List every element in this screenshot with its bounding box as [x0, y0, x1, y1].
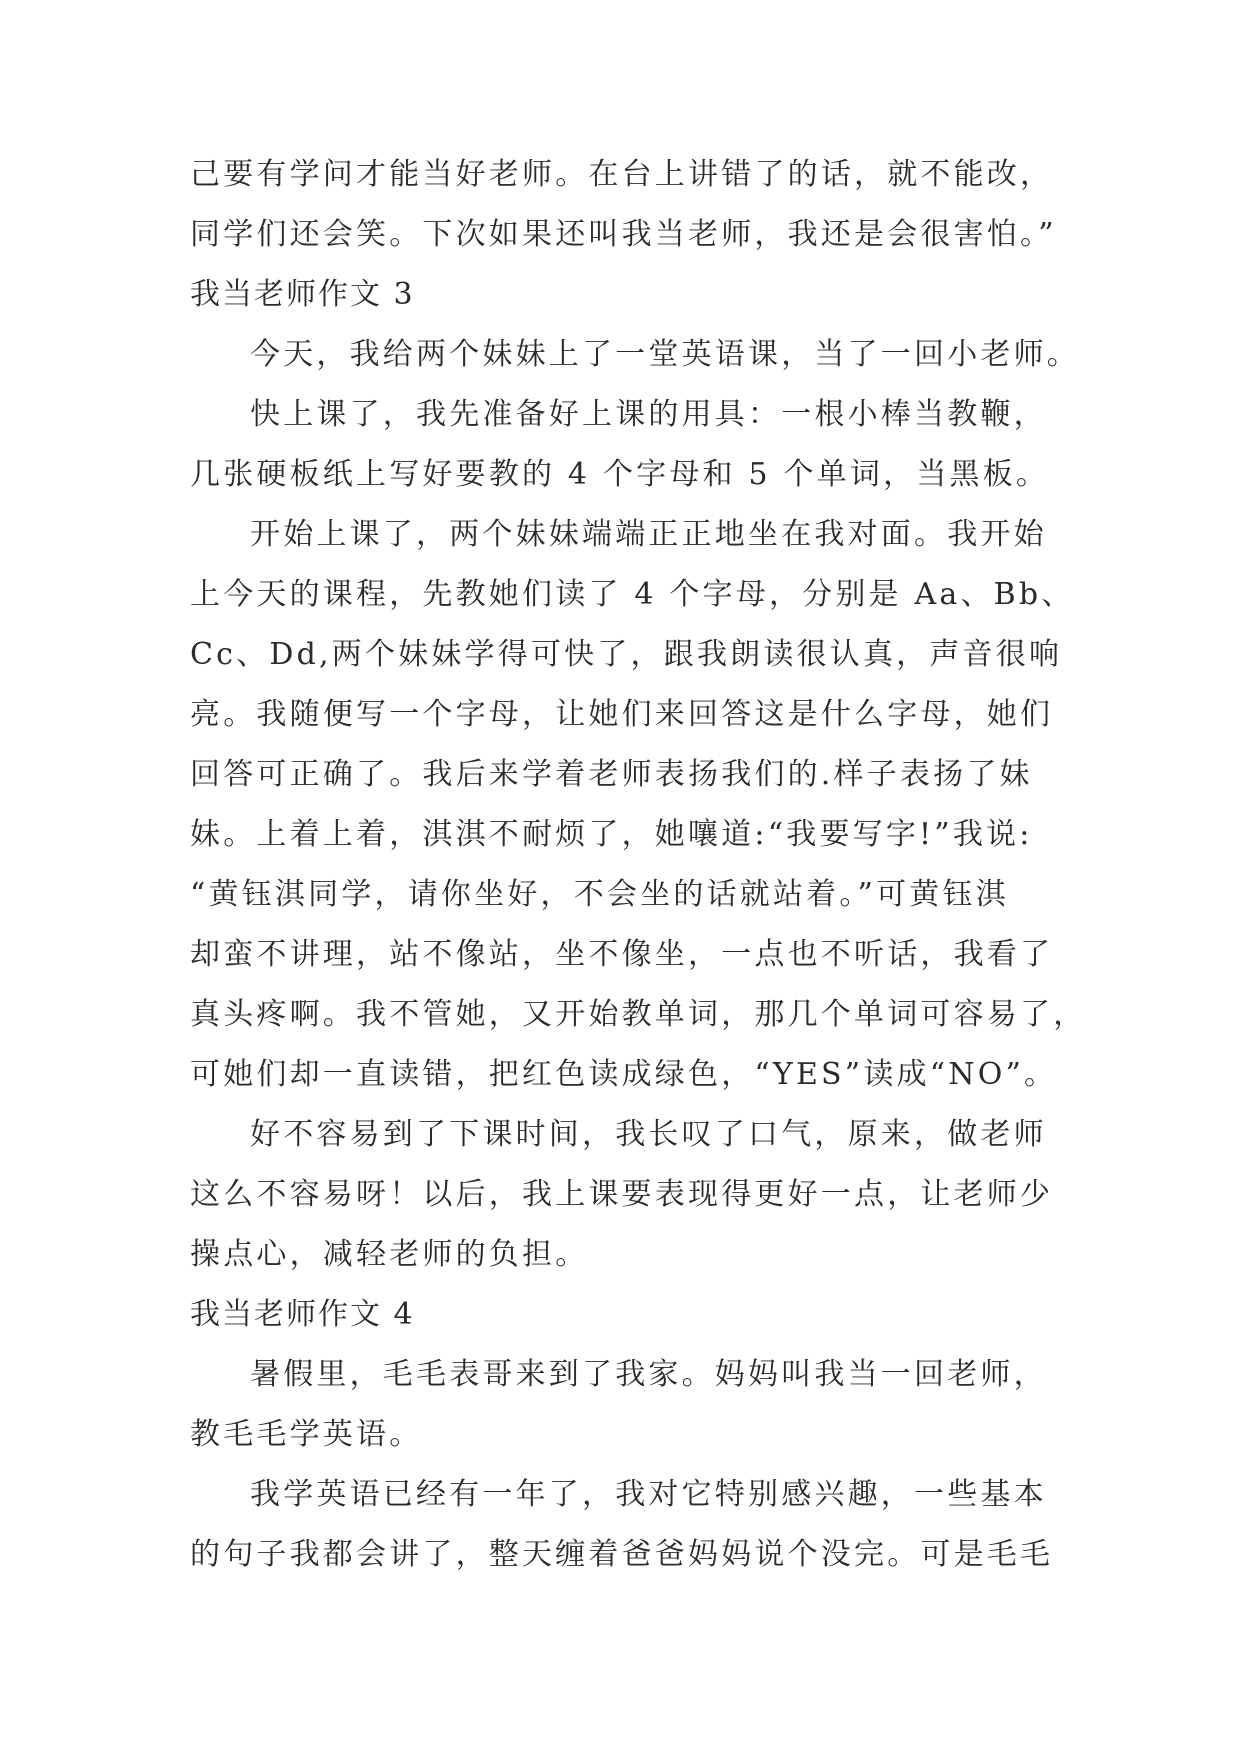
- text-line: 同学们还会笑。下次如果还叫我当老师，我还是会很害怕。”: [190, 217, 1057, 252]
- text-line: 开始上课了，两个妹妹端端正正地坐在我对面。我开始: [250, 517, 1047, 552]
- section-heading: 我当老师作文 3: [190, 277, 415, 312]
- text-line: 暑假里，毛毛表哥来到了我家。妈妈叫我当一回老师，: [250, 1357, 1047, 1392]
- text-line: 妹。上着上着，淇淇不耐烦了，她嚷道:“我要写字!”我说:: [190, 817, 1033, 852]
- text-line: 教毛毛学英语。: [190, 1417, 423, 1452]
- text-line: 回答可正确了。我后来学着老师表扬我们的.样子表扬了妹: [190, 757, 1033, 792]
- text-line: 操点心，减轻老师的负担。: [190, 1237, 589, 1272]
- text-line: 好不容易到了下课时间，我长叹了口气，原来，做老师: [250, 1117, 1047, 1152]
- text-line: 却蛮不讲理，站不像站，坐不像坐，一点也不听话，我看了: [190, 937, 1054, 972]
- text-line: 几张硬板纸上写好要教的 4 个字母和 5 个单词，当黑板。: [190, 457, 1050, 492]
- text-line: 快上课了，我先准备好上课的用具：一根小棒当教鞭，: [250, 397, 1047, 432]
- text-line: 可她们却一直读错，把红色读成绿色，“YES”读成“NO”。: [190, 1057, 1058, 1092]
- text-line: 我学英语已经有一年了，我对它特别感兴趣，一些基本: [250, 1477, 1047, 1512]
- text-line: 己要有学问才能当好老师。在台上讲错了的话，就不能改，: [190, 157, 1054, 192]
- text-line: “黄钰淇同学，请你坐好，不会坐的话就站着。”可黄钰淇: [190, 877, 1009, 912]
- text-line: 这么不容易呀！以后，我上课要表现得更好一点，让老师少: [190, 1177, 1054, 1212]
- text-line: 今天，我给两个妹妹上了一堂英语课，当了一回小老师。: [250, 337, 1080, 372]
- text-line: 真头疼啊。我不管她，又开始教单词，那几个单词可容易了，: [190, 997, 1087, 1032]
- section-heading: 我当老师作文 4: [190, 1297, 415, 1332]
- text-line: 上今天的课程，先教她们读了 4 个字母，分别是 Aa、Bb、: [190, 577, 1075, 612]
- text-line: 的句子我都会讲了，整天缠着爸爸妈妈说个没完。可是毛毛: [190, 1537, 1054, 1572]
- text-line: 亮。我随便写一个字母，让她们来回答这是什么字母，她们: [190, 697, 1054, 732]
- text-line: Cc、Dd,两个妹妹学得可快了，跟我朗读很认真，声音很响: [190, 637, 1063, 672]
